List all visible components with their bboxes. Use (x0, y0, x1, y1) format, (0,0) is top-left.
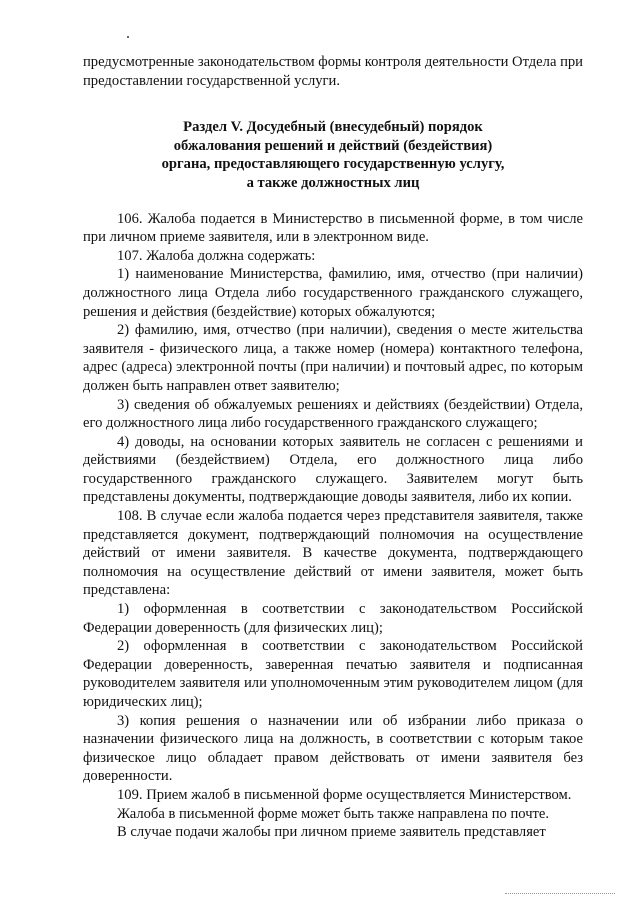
paragraph-109: 109. Прием жалоб в письменной форме осуществляется Министерством. (117, 786, 572, 803)
section-heading (83, 118, 583, 192)
paragraph-107-item-2: 2) фамилию, имя, отчество (при наличии), сведения о месте жительства заявителя - физического лица, а также номер (номера) контактного телефона, адрес (адреса) электронной почты (при наличии) и почтовый адрес, по которым должен быть направлен ответ заявителю; (83, 322, 583, 394)
paragraph-108-item-3: 3) копия решения о назначении или об избрании либо приказа о назначении физического лица на должность, в соответствии с которым такое физическое лицо обладает правом действовать от имени заявителя без доверенности. (83, 712, 583, 785)
heading-line-3: органа, предоставляющего государственную услугу, (161, 156, 505, 173)
heading-line-4: а также должностных лиц (246, 174, 420, 191)
paragraph-107-item-3: 3) сведения об обжалуемых решениях и действиях (бездействии) Отдела, его должностного лица либо государственного гражданского служащего; (83, 396, 583, 432)
document-body (83, 53, 583, 842)
paragraph-109-mail: Жалоба в письменной форме может быть также направлена по почте. (117, 805, 550, 822)
paragraph-107: 107. Жалоба должна содержать: (117, 247, 316, 264)
heading-line-1: Раздел V. Досудебный (внесудебный) порядок (183, 119, 483, 136)
paragraph-108-item-1: 1) оформленная в соответствии с законодательством Российской Федерации доверенность (для физических лиц); (83, 601, 583, 636)
paragraph-109-personal: В случае подачи жалобы при личном приеме заявитель представляет (117, 824, 546, 841)
paragraph-106: 106. Жалоба подается в Министерство в письменной форме, в том числе при личном приеме заявителя, или в электронном виде. (83, 210, 583, 246)
paragraph-108-item-2: 2) оформленная в соответствии с законодательством Российской Федерации доверенность, заверенная печатью заявителя и подписанная руководителем заявителя или уполномоченным этим руководителем лицом (для юридических лиц); (83, 638, 583, 710)
scan-mark (127, 36, 129, 38)
paragraph-108: 108. В случае если жалоба подается через представителя заявителя, также представляется документ, подтверждающий полномочия на осуществление действий от имени заявителя. В качестве документа, подтверждающего полномочия на осуществление действий от имени заявителя, может быть представлена: (83, 508, 583, 599)
paragraph-107-item-4: 4) доводы, на основании которых заявитель не согласен с решениями и действиями (бездействием) Отдела, его должностного лица либо государственного гражданского служащего. Заявителем могут быть представлены документы, подтверждающие доводы заявителя, либо их копии. (83, 433, 583, 506)
heading-line-2: обжалования решений и действий (бездействия) (173, 137, 493, 154)
paragraph-107-item-1: 1) наименование Министерства, фамилию, имя, отчество (при наличии) должностного лица Отдела либо государственного гражданского служащего, решения и действия (бездействие) которых обжалуются; (83, 266, 583, 320)
intro-paragraph: предусмотренные законодательством формы контроля деятельности Отдела при предоставлении государственной услуги. (83, 54, 583, 89)
page-footer-line (505, 893, 615, 895)
